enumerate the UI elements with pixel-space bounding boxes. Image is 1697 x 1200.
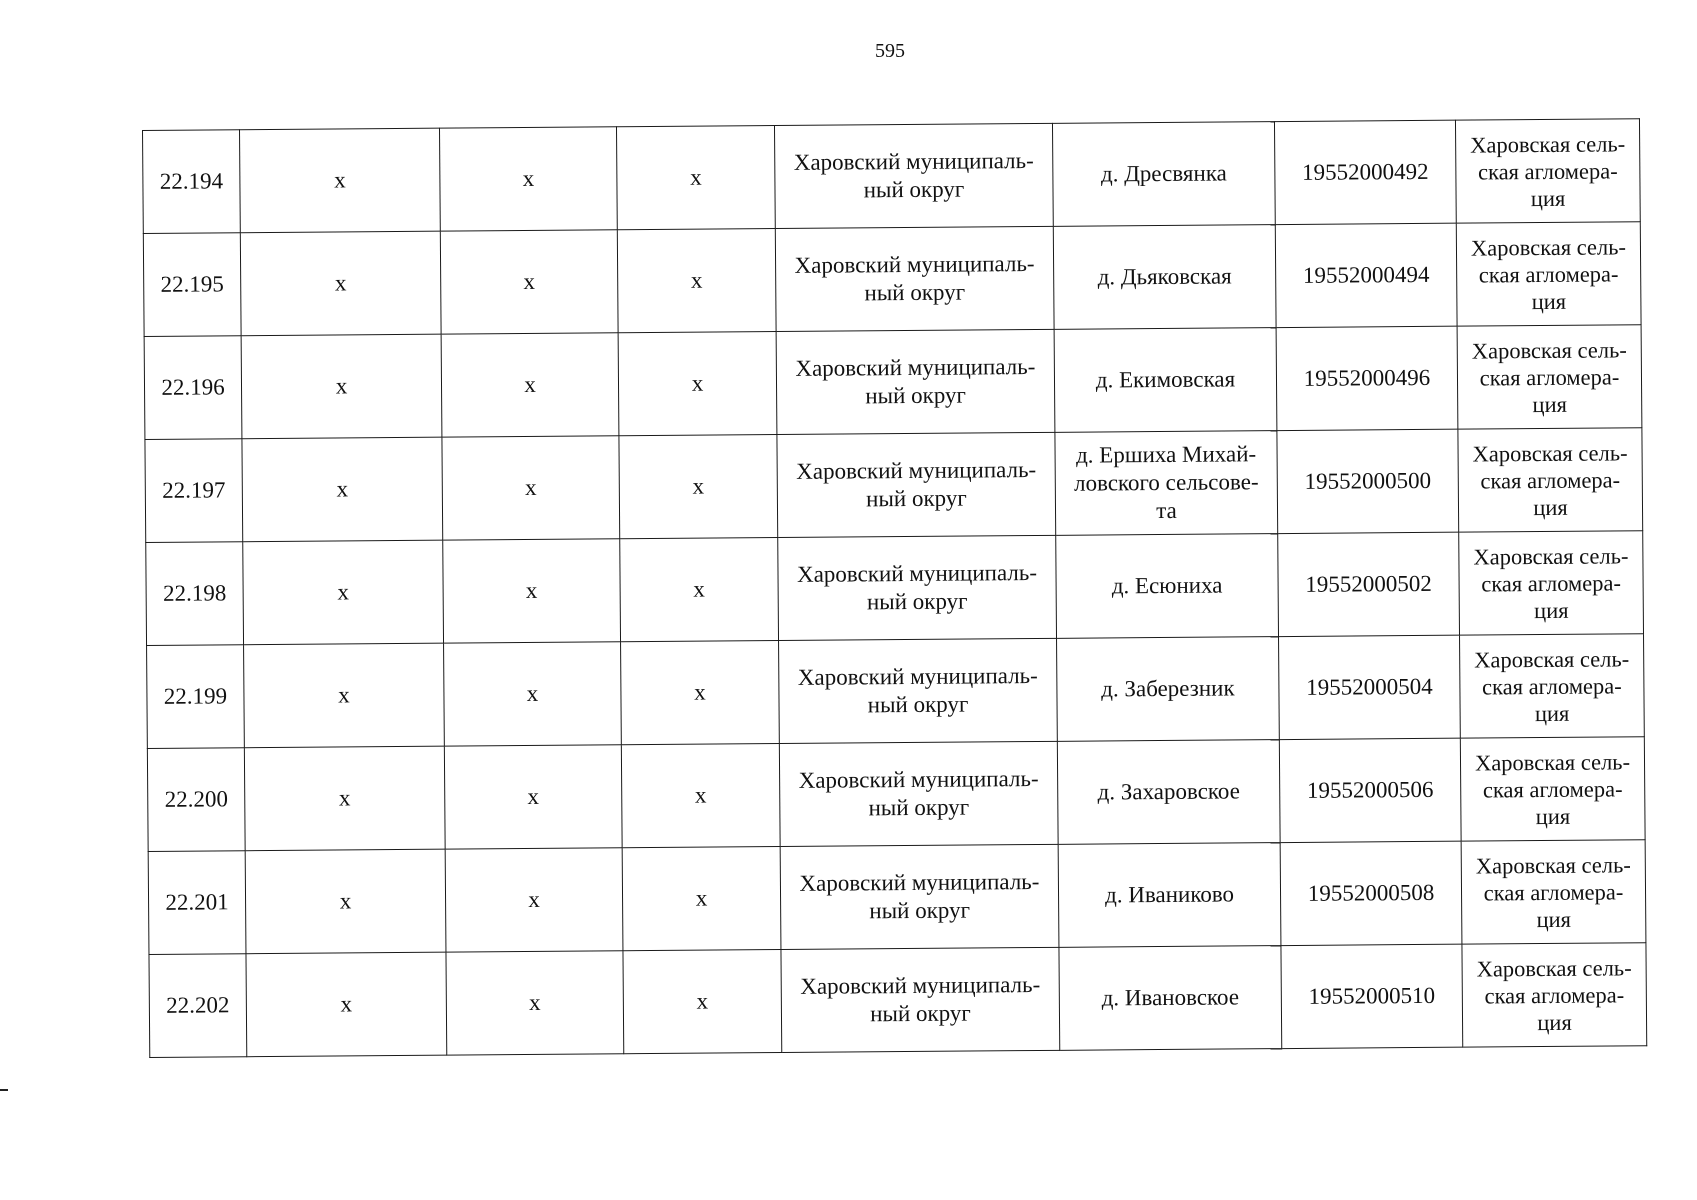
oktmo-code-cell-text: 19552000502: [1305, 570, 1432, 597]
district-cell: [776, 329, 1055, 434]
agglomeration-cell-text: ская агломера-: [1482, 775, 1623, 802]
x-mark-cell-text: х: [524, 474, 537, 501]
district-cell-text: ный округ: [863, 176, 965, 203]
table-row: [147, 737, 1645, 852]
agglomeration-cell-text: Харовская сель-: [1474, 748, 1631, 776]
x-mark-cell: [244, 746, 445, 851]
oktmo-code-cell-text: 19552000504: [1306, 673, 1433, 700]
x-mark-cell-text: х: [338, 785, 351, 811]
x-mark-cell: [442, 436, 620, 540]
district-cell-text: ный округ: [869, 897, 971, 924]
agglomeration-cell: [1460, 634, 1645, 738]
agglomeration-cell-text: ская агломера-: [1482, 672, 1622, 699]
x-mark-cell-text: х: [338, 682, 350, 708]
x-mark-cell: [245, 849, 446, 954]
agglomeration-cell-text: ция: [1533, 597, 1569, 623]
settlement-cell-text: д. Ершиха Михай-: [1075, 441, 1257, 468]
x-mark-cell: [623, 950, 782, 1054]
x-mark-cell: [246, 952, 447, 1057]
row-number-cell: [147, 645, 245, 749]
district-cell: [778, 535, 1057, 640]
settlement-cell: [1055, 431, 1278, 536]
district-cell: [777, 432, 1056, 537]
oktmo-code-cell: [1281, 944, 1463, 1048]
agglomeration-cell: [1459, 531, 1644, 635]
oktmo-code-cell: [1275, 223, 1457, 327]
district-cell-text: Харовский муниципаль-: [794, 250, 1035, 278]
district-cell-text: ный округ: [868, 794, 970, 821]
x-mark-cell-text: х: [335, 373, 348, 399]
settlement-cell-text: д. Заберезник: [1101, 675, 1235, 702]
district-cell-text: Харовский муниципаль-: [800, 971, 1041, 999]
table-row: [143, 119, 1641, 234]
agglomeration-cell-text: ская агломера-: [1483, 878, 1624, 905]
district-cell: [780, 844, 1059, 949]
x-mark-cell: [617, 229, 776, 333]
row-number-cell-text: 22.200: [164, 786, 228, 812]
agglomeration-cell-text: Харовская сель-: [1472, 439, 1628, 467]
x-mark-cell-text: х: [525, 577, 538, 603]
district-cell-text: ный округ: [867, 691, 969, 718]
district-cell-text: ный округ: [870, 1000, 971, 1027]
agglomeration-cell-text: Харовская сель-: [1476, 954, 1632, 982]
row-number-cell-text: 22.195: [160, 271, 224, 297]
settlement-cell-text: д. Есюниха: [1111, 572, 1223, 599]
oktmo-code-cell: [1279, 738, 1461, 842]
x-mark-cell-text: х: [694, 679, 706, 705]
x-mark-cell: [240, 128, 441, 233]
x-mark-cell: [622, 847, 781, 951]
district-cell: [774, 123, 1053, 228]
district-cell-text: ный округ: [866, 485, 967, 512]
row-number-cell-text: 22.202: [166, 992, 230, 1018]
x-mark-cell-text: х: [523, 268, 536, 295]
agglomeration-cell: [1455, 119, 1640, 223]
x-mark-cell: [445, 848, 623, 952]
district-cell: [775, 226, 1054, 331]
agglomeration-cell-text: ская агломера-: [1481, 569, 1622, 596]
agglomeration-cell-text: ция: [1532, 391, 1568, 417]
oktmo-code-cell-text: 19552000506: [1306, 776, 1434, 803]
agglomeration-cell: [1462, 943, 1647, 1047]
row-number-cell-text: 22.197: [162, 477, 226, 503]
oktmo-code-cell-text: 19552000496: [1303, 364, 1431, 391]
settlement-cell: [1057, 637, 1280, 742]
x-mark-cell-text: х: [339, 888, 352, 914]
x-mark-cell: [439, 127, 617, 231]
x-mark-cell: [243, 540, 444, 645]
agglomeration-cell-text: ская агломера-: [1479, 363, 1620, 391]
settlements-table: [142, 118, 1647, 1058]
table-row: [145, 428, 1643, 543]
oktmo-code-cell: [1274, 120, 1456, 224]
district-cell: [779, 638, 1058, 743]
oktmo-code-cell: [1279, 635, 1461, 739]
agglomeration-cell-text: ская агломера-: [1478, 260, 1619, 288]
x-mark-cell-text: х: [524, 371, 536, 398]
oktmo-code-cell-text: 19552000494: [1302, 261, 1430, 288]
x-mark-cell-text: х: [336, 476, 349, 502]
district-cell-text: Харовский муниципаль-: [793, 147, 1034, 175]
x-mark-cell-text: х: [690, 164, 702, 190]
x-mark-cell: [621, 744, 780, 848]
settlement-cell: [1059, 946, 1282, 1051]
agglomeration-cell-text: ция: [1530, 185, 1566, 211]
agglomeration-cell-text: Харовская сель-: [1473, 542, 1629, 570]
agglomeration-cell: [1460, 737, 1645, 841]
x-mark-cell-text: х: [528, 886, 540, 912]
row-number-cell: [146, 542, 244, 646]
x-mark-cell-text: х: [340, 991, 353, 1017]
agglomeration-cell-text: Харовская сель-: [1475, 851, 1631, 879]
oktmo-code-cell: [1276, 326, 1458, 430]
x-mark-cell-text: х: [527, 783, 540, 809]
x-mark-cell-text: х: [692, 473, 705, 499]
x-mark-cell: [618, 332, 777, 436]
x-mark-cell-text: х: [337, 579, 349, 605]
agglomeration-cell-text: ция: [1534, 700, 1570, 726]
x-mark-cell-text: х: [334, 270, 347, 296]
x-mark-cell: [444, 642, 622, 746]
row-number-cell-text: 22.198: [162, 580, 227, 606]
agglomeration-cell-text: Харовская сель-: [1470, 130, 1626, 158]
table-row: [147, 634, 1645, 749]
row-number-cell-text: 22.199: [163, 683, 228, 709]
settlement-cell-text: д. Иваниково: [1104, 881, 1235, 908]
settlement-cell: [1057, 740, 1280, 845]
row-number-cell: [143, 233, 241, 337]
district-cell-text: Харовский муниципаль-: [796, 559, 1038, 587]
oktmo-code-cell-text: 19552000508: [1307, 879, 1435, 906]
row-number-cell: [147, 748, 245, 852]
agglomeration-cell: [1458, 428, 1643, 532]
settlement-cell-text: д. Захаровское: [1097, 778, 1240, 805]
district-cell-text: Харовский муниципаль-: [798, 765, 1039, 793]
x-mark-cell: [240, 231, 441, 336]
agglomeration-cell-text: Харовская сель-: [1470, 233, 1627, 261]
agglomeration-cell-text: ская агломера-: [1477, 157, 1618, 185]
margin-mark: [0, 1089, 8, 1091]
x-mark-cell-text: х: [529, 989, 541, 1015]
x-mark-cell: [241, 334, 442, 439]
x-mark-cell: [444, 745, 622, 849]
district-cell-text: Харовский муниципаль-: [797, 662, 1038, 690]
oktmo-code-cell-text: 19552000500: [1304, 467, 1432, 494]
x-mark-cell-text: х: [334, 167, 346, 193]
settlement-cell-text: д. Дресвянка: [1100, 160, 1227, 187]
district-cell-text: ный округ: [866, 588, 968, 615]
row-number-cell: [143, 130, 241, 234]
x-mark-cell: [621, 641, 780, 745]
agglomeration-cell: [1456, 222, 1641, 326]
district-cell-text: ный округ: [864, 279, 966, 306]
agglomeration-cell: [1461, 840, 1646, 944]
x-mark-cell-text: х: [526, 680, 539, 706]
district-cell: [781, 947, 1060, 1052]
agglomeration-cell-text: ция: [1537, 1009, 1572, 1035]
agglomeration-cell-text: ция: [1535, 803, 1571, 829]
settlement-cell-text: д. Екимовская: [1095, 366, 1236, 393]
x-mark-cell: [619, 435, 778, 539]
row-number-cell: [144, 336, 242, 440]
table-row: [149, 943, 1647, 1058]
x-mark-cell-text: х: [695, 885, 708, 911]
district-cell-text: ный округ: [865, 382, 967, 409]
agglomeration-cell-text: ская агломера-: [1480, 466, 1621, 493]
agglomeration-cell: [1457, 325, 1642, 429]
x-mark-cell-text: х: [522, 165, 535, 192]
oktmo-code-cell-text: 19552000510: [1308, 982, 1436, 1009]
agglomeration-cell-text: ция: [1531, 288, 1567, 314]
agglomeration-cell-text: Харовская сель-: [1474, 645, 1630, 673]
table-row: [148, 840, 1646, 955]
x-mark-cell: [443, 539, 621, 643]
settlement-cell-text: ловского сельсове-: [1073, 469, 1259, 496]
row-number-cell: [149, 954, 247, 1058]
row-number-cell-text: 22.201: [165, 889, 229, 915]
settlement-cell: [1056, 534, 1279, 639]
district-cell-text: Харовский муниципаль-: [795, 353, 1036, 381]
table-row: [144, 325, 1642, 440]
x-mark-cell: [441, 333, 619, 437]
settlement-cell-text: д. Ивановское: [1101, 984, 1240, 1011]
row-number-cell-text: 22.194: [159, 168, 224, 194]
x-mark-cell-text: х: [690, 267, 703, 293]
x-mark-cell: [440, 230, 618, 334]
row-number-cell: [148, 851, 246, 955]
x-mark-cell-text: х: [691, 370, 704, 396]
settlement-cell: [1058, 843, 1281, 948]
oktmo-code-cell-text: 19552000492: [1302, 158, 1429, 185]
oktmo-code-cell: [1278, 532, 1460, 636]
row-number-cell: [145, 439, 243, 543]
agglomeration-cell-text: ция: [1536, 906, 1572, 932]
district-cell-text: Харовский муниципаль-: [796, 456, 1037, 484]
settlement-cell: [1053, 225, 1276, 330]
x-mark-cell: [616, 126, 775, 230]
row-number-cell-text: 22.196: [161, 374, 225, 400]
table-row: [146, 531, 1644, 646]
oktmo-code-cell: [1277, 429, 1459, 533]
table-row: [143, 222, 1641, 337]
district-cell: [779, 741, 1058, 846]
settlement-cell: [1052, 122, 1275, 227]
district-cell-text: Харовский муниципаль-: [799, 868, 1040, 896]
settlement-cell-text: д. Дьяковская: [1097, 263, 1232, 290]
x-mark-cell-text: х: [694, 782, 707, 808]
x-mark-cell-text: х: [693, 576, 705, 602]
agglomeration-cell-text: ция: [1533, 494, 1568, 520]
x-mark-cell: [446, 951, 624, 1055]
page-number: 595: [875, 40, 905, 62]
x-mark-cell: [244, 643, 445, 748]
x-mark-cell: [620, 538, 779, 642]
agglomeration-cell-text: ская агломера-: [1484, 981, 1625, 1008]
oktmo-code-cell: [1280, 841, 1462, 945]
settlement-cell: [1054, 328, 1277, 433]
settlement-cell-text: та: [1156, 497, 1177, 524]
agglomeration-cell-text: Харовская сель-: [1471, 336, 1627, 364]
x-mark-cell: [242, 437, 443, 542]
x-mark-cell-text: х: [696, 988, 709, 1014]
